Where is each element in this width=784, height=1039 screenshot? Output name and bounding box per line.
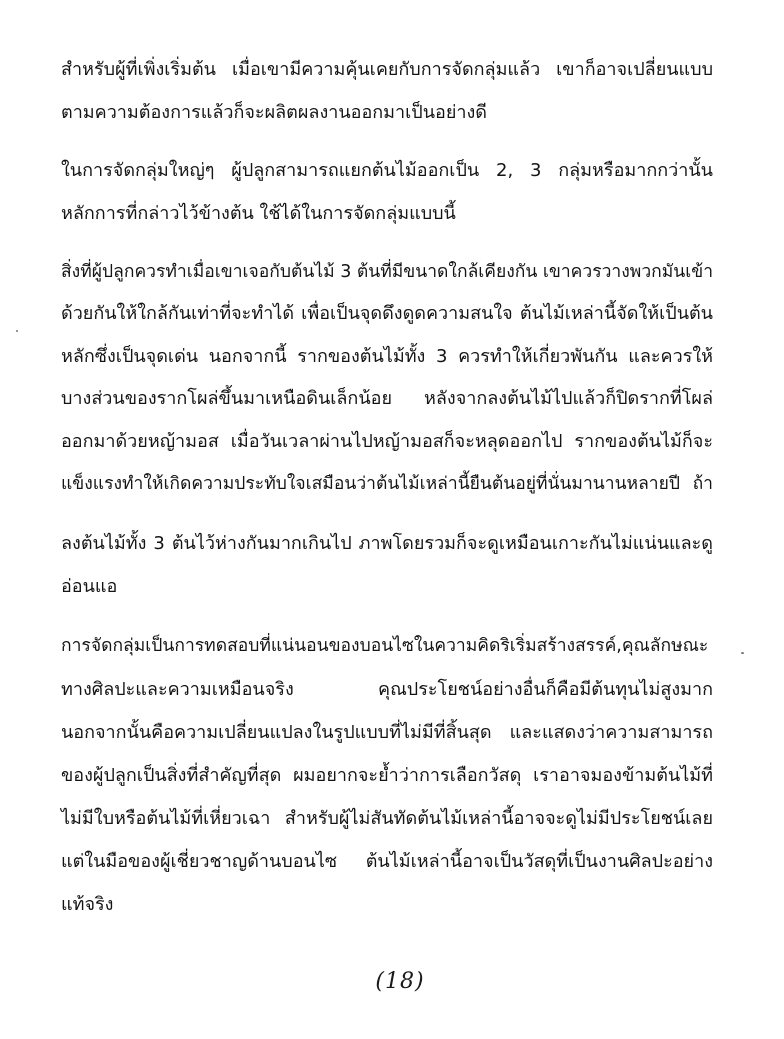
- paragraph-4-line-2: ทางศิลปะและความเหมือนจริง คุณประโยชน์อย่างอื่นก็คือมีต้นทุนไม่สูงมาก: [61, 679, 713, 700]
- paragraph-4-line-3: นอกจากนั้นคือความเปลี่ยนแปลงในรูปแบบที่ไม่มีที่สิ้นสุด และแสดงว่าความสามารถ: [61, 722, 713, 743]
- paragraph-3-line-5: ออกมาด้วยหญ้ามอส เมื่อวันเวลาผ่านไปหญ้ามอสก็จะหลุดออกไป รากของต้นไม้ก็จะ: [61, 431, 713, 452]
- paragraph-3-line-2: ด้วยกันให้ใกล้กันเท่าที่จะทำได้ เพื่อเป็นจุดดึงดูดความสนใจ ต้นไม้เหล่านี้จัดให้เป็นต้น: [61, 303, 713, 324]
- paragraph-1-line-2: ตามความต้องการแล้วก็จะผลิตผลงานออกมาเป็นอย่างดี: [61, 102, 487, 123]
- paragraph-3-line-6: แข็งแรงทำให้เกิดความประทับใจเสมือนว่าต้นไม้เหล่านี้ยืนต้นอยู่ที่นั่นมานานหลายปี ถ้า: [61, 474, 713, 494]
- paragraph-3-line-7: ลงต้นไม้ทั้ง 3 ต้นไว้ห่างกันมากเกินไป ภาพโดยรวมก็จะดูเหมือนเกาะกันไม่แน่นและดู: [61, 533, 713, 554]
- paragraph-3-line-3: หลักซึ่งเป็นจุดเด่น นอกจากนี้ รากของต้นไม้ทั้ง 3 ควรทำให้เกี่ยวพันกัน และควรให้: [61, 346, 713, 367]
- paragraph-2-line-2: หลักการที่กล่าวไว้ข้างต้น ใช้ได้ในการจัดกลุ่มแบบนี้: [61, 203, 456, 224]
- paragraph-2-line-1: ในการจัดกลุ่มใหญ่ๆ ผู้ปลูกสามารถแยกต้นไม้ออกเป็น 2, 3 กลุ่มหรือมากกว่านั้น: [61, 160, 713, 181]
- paragraph-3-line-1: สิ่งที่ผู้ปลูกควรทำเมื่อเขาเจอกับต้นไม้ 3 ต้นที่มีขนาดใกล้เคียงกัน เขาควรวางพวกมันเข้า: [61, 262, 714, 282]
- paragraph-4-line-4: ของผู้ปลูกเป็นสิ่งที่สำคัญที่สุด ผมอยากจะย้ำว่าการเลือกวัสดุ เราอาจมองข้ามต้นไม้ที่: [61, 765, 713, 786]
- scan-speck: [741, 652, 744, 654]
- paragraph-4-line-7: แท้จริง: [61, 894, 114, 915]
- paragraph-4-line-1: การจัดกลุ่มเป็นการทดสอบที่แน่นอนของบอนไซในความคิดริเริ่มสร้างสรรค์,คุณลักษณะ: [61, 636, 709, 656]
- paragraph-4-line-6: แต่ในมือของผู้เชี่ยวชาญด้านบอนไซ ต้นไม้เหล่านี้อาจเป็นวัสดุที่เป็นงานศิลปะอย่าง: [61, 851, 713, 872]
- scan-speck: [16, 330, 18, 332]
- paragraph-4-line-5: ไม่มีใบหรือต้นไม้ที่เหี่ยวเฉา สำหรับผู้ไม่สันทัดต้นไม้เหล่านี้อาจจะดูไม่มีประโยชน์เลย: [61, 808, 713, 829]
- page-number: (18): [375, 969, 425, 994]
- paragraph-3-line-4: บางส่วนของรากโผล่ขึ้นมาเหนือดินเล็กน้อย หลังจากลงต้นไม้ไปแล้วก็ปิดรากที่โผล่: [61, 388, 713, 409]
- paragraph-1-line-1: สำหรับผู้ที่เพิ่งเริ่มต้น เมื่อเขามีความคุ้นเคยกับการจัดกลุ่มแล้ว เขาก็อาจเปลี่ยนแบบ: [61, 59, 713, 80]
- paragraph-3-line-8: อ่อนแอ: [61, 576, 118, 597]
